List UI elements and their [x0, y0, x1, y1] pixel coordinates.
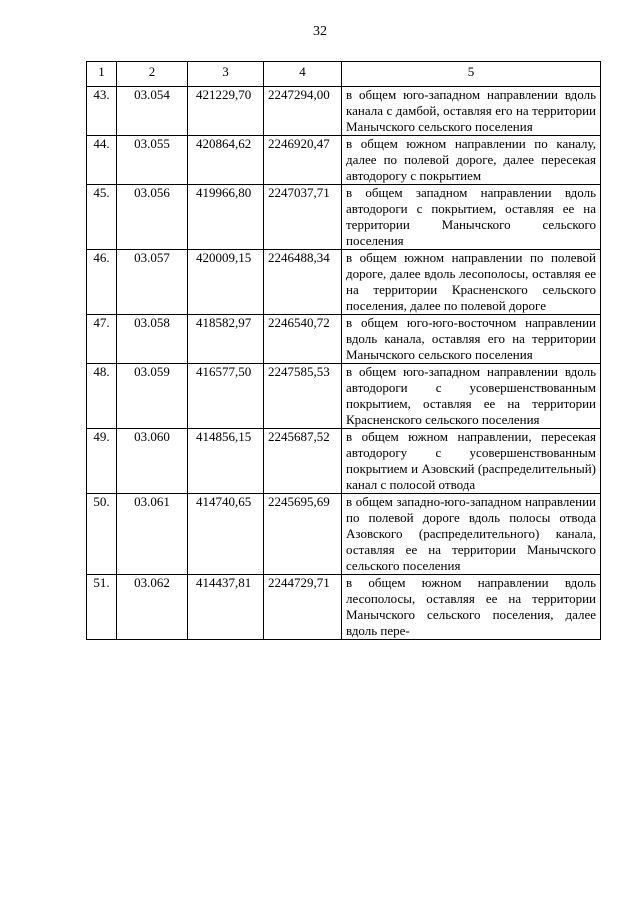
- coordinate-x: 414437,81: [188, 575, 264, 640]
- coordinate-y: 2246540,72: [264, 315, 342, 364]
- point-code: 03.055: [117, 136, 188, 185]
- point-code: 03.060: [117, 429, 188, 494]
- coordinate-x: 414856,15: [188, 429, 264, 494]
- boundary-description: в общем южном направлении вдоль лесополосы, оставляя ее на территории Манычского сельского поселения, далее вдоль пере-: [342, 575, 601, 640]
- page-number: 32: [313, 24, 327, 39]
- table-row: [87, 494, 601, 575]
- coordinate-y: 2247294,00: [264, 87, 342, 136]
- header-col-4: 4: [264, 62, 342, 87]
- point-code: 03.058: [117, 315, 188, 364]
- row-index: 44.: [87, 136, 117, 185]
- boundary-description: в общем юго-западном направлении вдоль автодороги с усовершенствованным покрытием, оставляя ее на территории Красненского сельского поселения: [342, 364, 601, 429]
- boundary-description: в общем юго-юго-восточном направлении вдоль канала, оставляя его на территории Манычского сельского поселения: [342, 315, 601, 364]
- row-index: 45.: [87, 185, 117, 250]
- boundary-points-table: [86, 61, 601, 640]
- point-code: 03.061: [117, 494, 188, 575]
- header-col-1: 1: [87, 62, 117, 87]
- row-index: 50.: [87, 494, 117, 575]
- row-index: 47.: [87, 315, 117, 364]
- coordinate-y: 2245695,69: [264, 494, 342, 575]
- coordinate-x: 416577,50: [188, 364, 264, 429]
- coordinate-x: 421229,70: [188, 87, 264, 136]
- table-row: [87, 315, 601, 364]
- coordinate-x: 414740,65: [188, 494, 264, 575]
- point-code: 03.054: [117, 87, 188, 136]
- header-col-3: 3: [188, 62, 264, 87]
- table-row: [87, 364, 601, 429]
- boundary-description: в общем западно-юго-западном направлении по полевой дороге вдоль полосы отвода Азовского (распределительного) канала, оставляя ее на территории Манычского сельского поселения: [342, 494, 601, 575]
- point-code: 03.062: [117, 575, 188, 640]
- point-code: 03.059: [117, 364, 188, 429]
- coordinate-x: 420864,62: [188, 136, 264, 185]
- header-col-5: 5: [342, 62, 601, 87]
- boundary-description: в общем юго-западном направлении вдоль канала с дамбой, оставляя его на территории Манычского сельского поселения: [342, 87, 601, 136]
- row-index: 43.: [87, 87, 117, 136]
- coordinate-x: 418582,97: [188, 315, 264, 364]
- table-header-row: [87, 62, 601, 87]
- header-col-2: 2: [117, 62, 188, 87]
- coordinate-y: 2246920,47: [264, 136, 342, 185]
- boundary-description: в общем южном направлении по полевой дороге, далее вдоль лесополосы, оставляя ее на территории Красненского сельского поселения, далее по полевой дороге: [342, 250, 601, 315]
- table-row: [87, 429, 601, 494]
- point-code: 03.057: [117, 250, 188, 315]
- table-row: [87, 575, 601, 640]
- coordinate-x: 419966,80: [188, 185, 264, 250]
- point-code: 03.056: [117, 185, 188, 250]
- row-index: 48.: [87, 364, 117, 429]
- row-index: 46.: [87, 250, 117, 315]
- row-index: 49.: [87, 429, 117, 494]
- boundary-description: в общем южном направлении по каналу, далее по полевой дороге, далее пересекая автодорогу с покрытием: [342, 136, 601, 185]
- table-row: [87, 250, 601, 315]
- coordinate-y: 2247585,53: [264, 364, 342, 429]
- table-row: [87, 136, 601, 185]
- table-row: [87, 87, 601, 136]
- coordinate-y: 2245687,52: [264, 429, 342, 494]
- coordinate-x: 420009,15: [188, 250, 264, 315]
- coordinate-y: 2247037,71: [264, 185, 342, 250]
- boundary-description: в общем южном направлении, пересекая автодорогу с усовершенствованным покрытием и Азовский (распределительный) канал с полосой отвода: [342, 429, 601, 494]
- coordinate-y: 2244729,71: [264, 575, 342, 640]
- row-index: 51.: [87, 575, 117, 640]
- coordinate-y: 2246488,34: [264, 250, 342, 315]
- boundary-description: в общем западном направлении вдоль автодороги с покрытием, оставляя ее на территории Манычского сельского поселения: [342, 185, 601, 250]
- table-row: [87, 185, 601, 250]
